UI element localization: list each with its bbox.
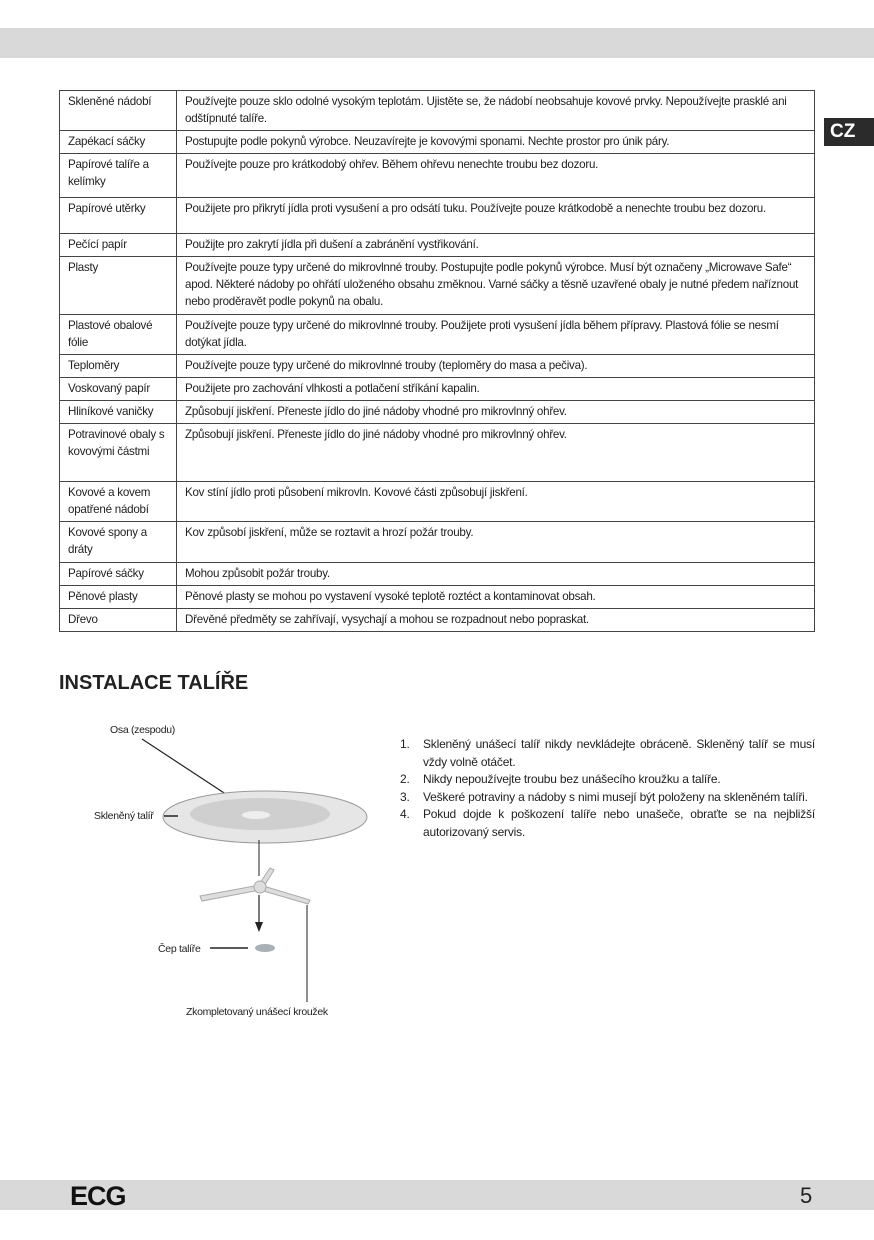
table-row xyxy=(60,198,815,234)
list-item xyxy=(400,789,815,807)
ecg-logo: ECG xyxy=(70,1181,126,1211)
step-text: Nikdy nepoužívejte troubu bez unášecího kroužku a talíře. xyxy=(423,772,721,786)
description-cell: Použijete pro přikrytí jídla proti vysušení a pro odsátí tuku. Používejte pouze krátkodobě a nenechte troubu bez dozoru. xyxy=(177,198,815,234)
item-cell: Skleněné nádobí xyxy=(60,91,177,131)
item-cell: Papírové talíře a kelímky xyxy=(60,154,177,198)
description-cell: Způsobují jiskření. Přeneste jídlo do jiné nádoby vhodné pro mikrovlnný ohřev. xyxy=(177,401,815,424)
item-cell: Kovové spony a dráty xyxy=(60,522,177,563)
step-number: 4. xyxy=(400,807,410,821)
list-item xyxy=(400,806,815,841)
section-title: INSTALACE TALÍŘE xyxy=(59,672,249,694)
list-item xyxy=(400,771,815,789)
description-cell: Dřevěné předměty se zahřívají, vysychají a mohou se rozpadnout nebo popraskat. xyxy=(177,609,815,632)
table-row xyxy=(60,401,815,424)
arrow-down-icon xyxy=(255,922,263,932)
table-row xyxy=(60,234,815,257)
label-axis: Osa (zespodu) xyxy=(110,724,175,736)
table-row xyxy=(60,91,815,131)
description-cell: Kov stíní jídlo proti působení mikrovln. Kovové části způsobují jiskření. xyxy=(177,482,815,522)
step-text: Skleněný unášecí talíř nikdy nevkládejte obráceně. Skleněný talíř se musí vždy volně otáčet. xyxy=(423,737,815,769)
table-row xyxy=(60,482,815,522)
item-cell: Dřevo xyxy=(60,609,177,632)
item-cell: Kovové a kovem opatřené nádobí xyxy=(60,482,177,522)
table-row xyxy=(60,154,815,198)
item-cell: Plasty xyxy=(60,257,177,315)
description-cell: Používejte pouze sklo odolné vysokým teplotám. Ujistěte se, že nádobí neobsahuje kovové prvky. Nepoužívejte prasklé ani odštípnuté talíře. xyxy=(177,91,815,131)
table-row xyxy=(60,586,815,609)
item-cell: Plastové obalové fólie xyxy=(60,315,177,355)
step-number: 3. xyxy=(400,789,410,804)
label-coupler: Čep talíře xyxy=(158,943,201,955)
item-cell: Pěnové plasty xyxy=(60,586,177,609)
footer-bar xyxy=(0,1180,874,1210)
table-row xyxy=(60,378,815,401)
cookware-table xyxy=(59,90,815,632)
instructions-list xyxy=(400,736,815,841)
item-cell: Pečící papír xyxy=(60,234,177,257)
step-number: 2. xyxy=(400,772,410,786)
table-row xyxy=(60,257,815,315)
turntable-diagram xyxy=(60,700,400,1030)
item-cell: Papírové utěrky xyxy=(60,198,177,234)
step-number: 1. xyxy=(400,737,410,751)
table-row xyxy=(60,424,815,482)
item-cell: Papírové sáčky xyxy=(60,563,177,586)
item-cell: Potravinové obaly s kovovými částmi xyxy=(60,424,177,482)
table-row xyxy=(60,522,815,563)
description-cell: Použijete pro zachování vlhkosti a potlačení stříkání kapalin. xyxy=(177,378,815,401)
table-row xyxy=(60,355,815,378)
description-cell: Používejte pouze typy určené do mikrovlnné trouby. Postupujte podle pokynů výrobce. Musí být označeny „Microwave Safe“ apod. Některé nádoby po ohřátí uloženého obsahu změknou. Varné sáčky a těsně uzavřené obaly je nutné předem naříznout nebo proděravět podle pokynů na obalu. xyxy=(177,257,815,315)
item-cell: Zapékací sáčky xyxy=(60,131,177,154)
description-cell: Použijte pro zakrytí jídla při dušení a zabránění vystřikování. xyxy=(177,234,815,257)
description-cell: Používejte pouze pro krátkodobý ohřev. Během ohřevu nenechte troubu bez dozoru. xyxy=(177,154,815,198)
plate-hub xyxy=(242,811,270,819)
item-cell: Hliníkové vaničky xyxy=(60,401,177,424)
description-cell: Pěnové plasty se mohou po vystavení vysoké teplotě roztéct a kontaminovat obsah. xyxy=(177,586,815,609)
header-bar xyxy=(0,28,874,58)
table-row xyxy=(60,131,815,154)
page-number: 5 xyxy=(800,1183,813,1208)
step-text: Pokud dojde k poškození talíře nebo unašeče, obraťte se na nejbližší autorizovaný servis. xyxy=(423,807,815,839)
label-glass-plate: Skleněný talíř xyxy=(94,810,154,822)
list-item xyxy=(400,736,815,771)
item-cell: Voskovaný papír xyxy=(60,378,177,401)
label-roller-ring: Zkompletovaný unášecí kroužek xyxy=(186,1006,328,1018)
description-cell: Způsobují jiskření. Přeneste jídlo do jiné nádoby vhodné pro mikrovlnný ohřev. xyxy=(177,424,815,482)
coupler-icon xyxy=(255,944,275,952)
description-cell: Používejte pouze typy určené do mikrovlnné trouby. Použijete proti vysušení jídla během přípravy. Plastová fólie se nesmí dotýkat jídla. xyxy=(177,315,815,355)
description-cell: Postupujte podle pokynů výrobce. Neuzavírejte je kovovými sponami. Nechte prostor pro únik páry. xyxy=(177,131,815,154)
table-row xyxy=(60,609,815,632)
step-text: Veškeré potraviny a nádoby s nimi musejí být položeny na skleněném talíři. xyxy=(423,789,808,804)
table-row xyxy=(60,315,815,355)
description-cell: Používejte pouze typy určené do mikrovlnné trouby (teploměry do masa a pečiva). xyxy=(177,355,815,378)
table-row xyxy=(60,563,815,586)
roller-ring-icon xyxy=(200,868,310,904)
description-cell: Kov způsobí jiskření, může se roztavit a hrozí požár trouby. xyxy=(177,522,815,563)
item-cell: Teploměry xyxy=(60,355,177,378)
language-tab: CZ xyxy=(824,118,874,146)
description-cell: Mohou způsobit požár trouby. xyxy=(177,563,815,586)
